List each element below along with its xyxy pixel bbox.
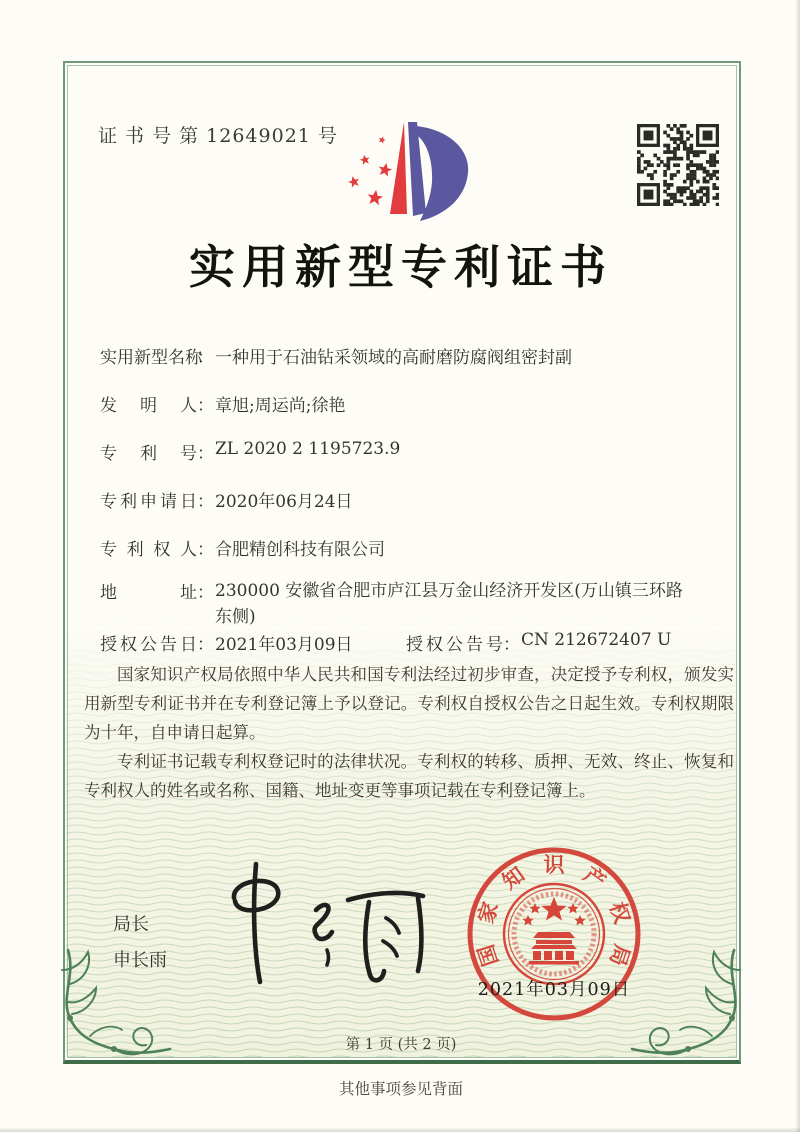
back-side-note: 其他事项参见背面: [338, 1080, 463, 1098]
field-value: 章旭;周运尚;徐艳: [215, 396, 346, 416]
page-number: 第 1 页 (共 2 页): [345, 1037, 457, 1053]
field-value: 230000 安徽省合肥市庐江县万金山经济开发区(万山镇三环路东侧): [215, 581, 683, 627]
field-value: 一种用于石油钻采领域的高耐磨防腐阀组密封副: [215, 348, 572, 368]
colon: ：: [197, 540, 214, 560]
colon: ：: [197, 396, 214, 416]
svg-text:知: 知: [497, 861, 529, 895]
svg-text:国: 国: [472, 941, 504, 970]
legal-text: [84, 660, 734, 805]
field-label: 专利号: [100, 444, 197, 464]
officer-block: [113, 907, 167, 979]
scan-shadow: [795, 0, 800, 1132]
colon: ：: [197, 583, 214, 603]
field-row: [100, 535, 385, 560]
scan-shadow: [0, 1127, 800, 1132]
field-label: 授权公告日: [100, 635, 197, 655]
colon: ：: [503, 635, 520, 655]
svg-text:识: 识: [543, 852, 565, 877]
seal-date: 2021年03月09日: [477, 980, 631, 1000]
colon: ：: [197, 492, 214, 512]
cnipa-logo-icon: [330, 110, 480, 230]
field-value: 2021年03月09日: [215, 635, 353, 655]
colon: ：: [197, 348, 214, 368]
field-label: 实用新型名称: [100, 348, 202, 368]
certificate-title: 实用新型专利证书: [189, 240, 613, 294]
field-value: 合肥精创科技有限公司: [215, 540, 385, 560]
field-label: 发明人: [100, 396, 197, 416]
officer-title: 局长: [113, 914, 149, 935]
field-label: 专利权人: [100, 540, 197, 560]
qr-code: [637, 124, 719, 206]
legal-paragraph: 专利证书记载专利权登记时的法律状况。专利权的转移、质押、无效、终止、恢复和专利权人的姓名或名称、国籍、地址变更等事项记载在专利登记簿上。: [84, 752, 734, 800]
colon: ：: [197, 444, 214, 464]
field-pair: [406, 630, 671, 655]
legal-paragraph: 国家知识产权局依照中华人民共和国专利法经过初步审查，决定授予专利权，颁发实用新型专利证书并在专利登记簿上予以登记。专利权自授权公告之日起生效。专利权期限为十年，自申请日起算。: [84, 665, 734, 742]
field-value: CN 212672407 U: [521, 630, 672, 650]
officer-name: 申长雨: [113, 950, 167, 971]
colon: ：: [197, 635, 214, 655]
field-label: 地址: [100, 583, 197, 603]
signature-icon: [220, 858, 435, 990]
certificate-number: 证 书 号 第 12649021 号: [98, 125, 338, 147]
field-row: [100, 343, 572, 368]
field-value: 2020年06月24日: [215, 492, 353, 512]
svg-text:局: 局: [604, 941, 636, 970]
svg-text:家: 家: [472, 898, 504, 927]
field-label: 授权公告号: [406, 635, 503, 655]
svg-text:权: 权: [604, 898, 636, 927]
field-row: [100, 487, 353, 512]
svg-text:产: 产: [579, 861, 611, 895]
field-label: 专利申请日: [100, 492, 197, 512]
field-row: [100, 391, 345, 416]
field-row: [100, 439, 400, 464]
field-row: [100, 578, 693, 630]
field-value: ZL 2020 2 1195723.9: [215, 439, 401, 459]
field-row: [100, 630, 672, 655]
